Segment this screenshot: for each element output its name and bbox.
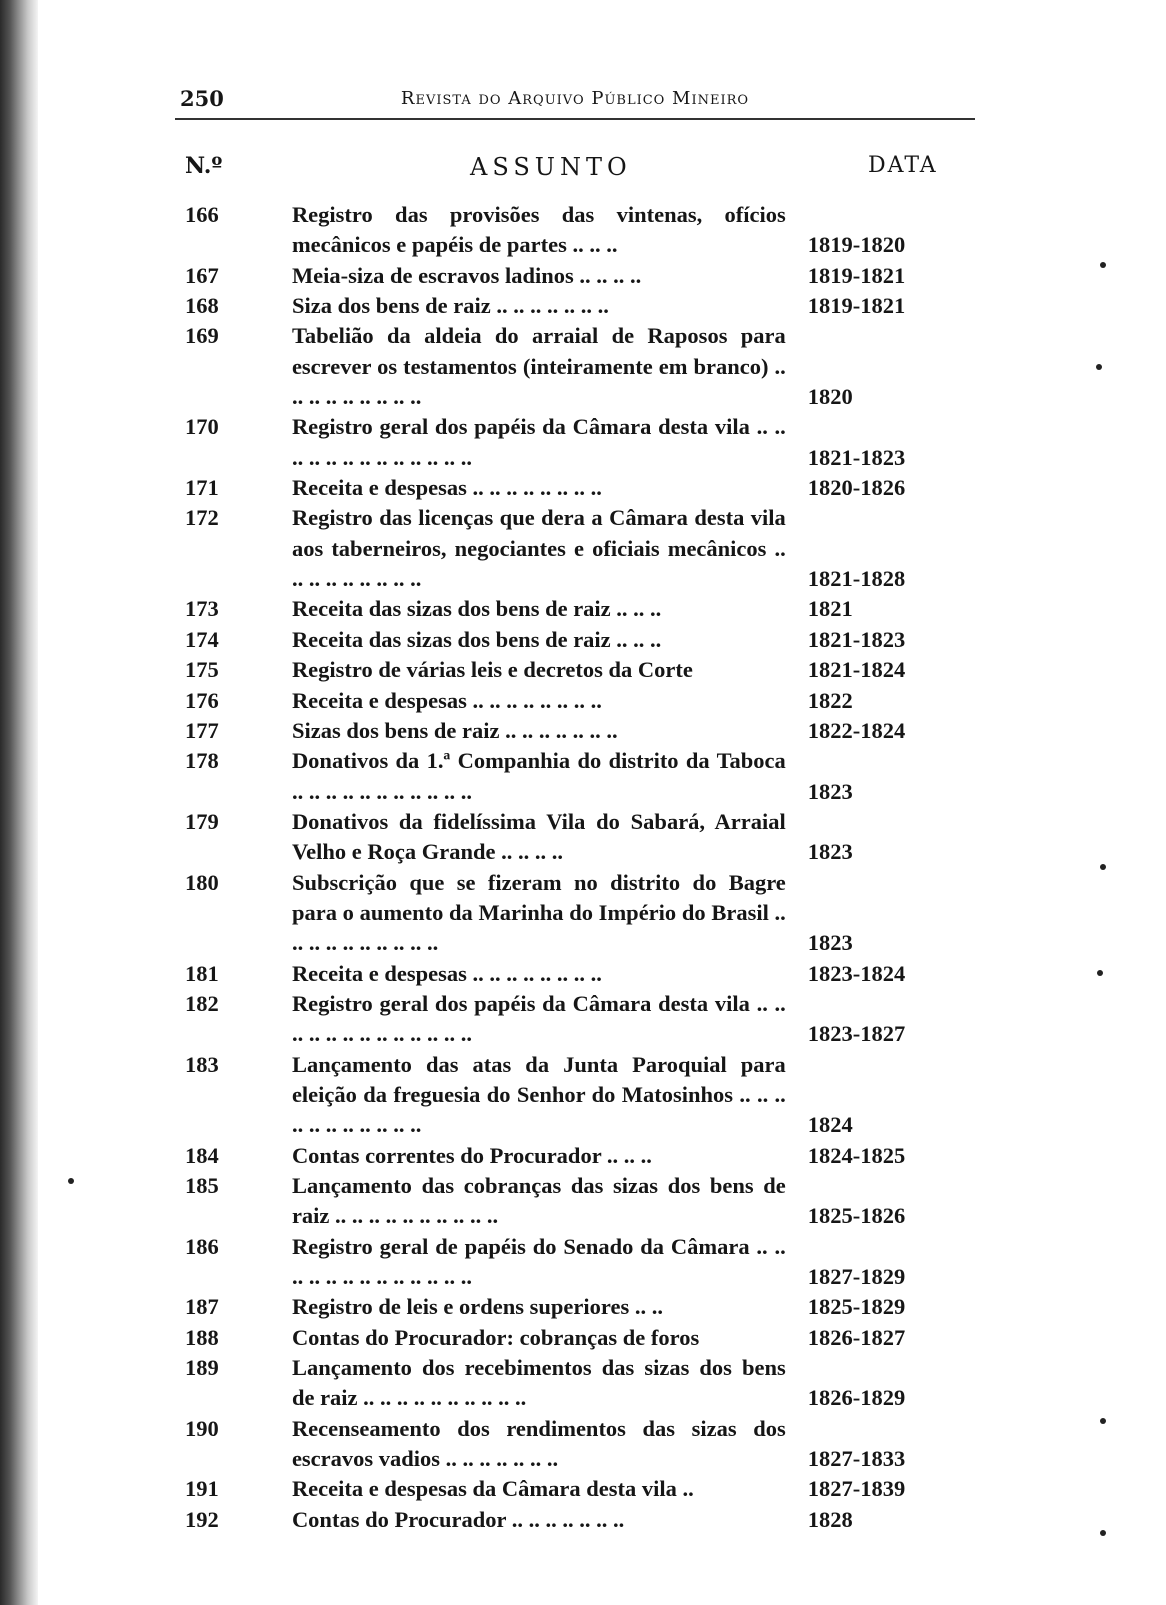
column-header-date: DATA	[868, 153, 938, 178]
entry-date: 1822	[807, 687, 853, 713]
entry-date: 1821	[807, 596, 853, 622]
entry-date: 1823	[807, 778, 853, 804]
entry-number: 191	[185, 1476, 219, 1502]
column-header-number: N.º	[185, 153, 223, 179]
entry-number: 168	[185, 293, 219, 319]
entry-date: 1821-1824	[807, 657, 906, 683]
table-row	[185, 1323, 975, 1353]
entry-number: 170	[185, 414, 219, 440]
entry-date: 1819-1820	[807, 232, 906, 258]
entry-subject: Donativos da 1.ª Companhia do distrito da Taboca .. .. .. .. .. .. .. .. .. .. ..	[291, 748, 786, 804]
journal-title: Revista do Arquivo Público Mineiro	[400, 88, 750, 109]
entry-number: 192	[185, 1506, 219, 1532]
page-speck	[1100, 262, 1106, 268]
entry-subject: Receita e despesas .. .. .. .. .. .. .. ..	[291, 960, 602, 986]
entry-number: 177	[185, 717, 219, 743]
entry-subject: Lançamento das atas da Junta Paroquial para eleição da freguesia do Senhor do Matosinhos .. .. .. .. .. .. .. .. .. .. ..	[291, 1051, 786, 1138]
entry-subject: Receita e despesas da Câmara desta vila ..	[291, 1476, 694, 1502]
entry-date: 1821-1828	[807, 566, 906, 592]
entry-subject: Meia-siza de escravos ladinos .. .. .. ..	[291, 262, 642, 288]
table-row	[185, 807, 975, 868]
entry-date: 1827-1829	[807, 1264, 906, 1290]
entry-date: 1819-1821	[807, 293, 906, 319]
table-row	[185, 1353, 975, 1414]
entry-number: 182	[185, 990, 219, 1016]
entry-subject: Sizas dos bens de raiz .. .. .. .. .. .. ..	[291, 717, 618, 743]
entry-number: 190	[185, 1415, 219, 1441]
table-row	[185, 1050, 975, 1141]
table-row	[185, 200, 975, 261]
table-row	[185, 1232, 975, 1293]
entry-number: 181	[185, 960, 219, 986]
page-number: 250	[180, 86, 224, 111]
entry-number: 188	[185, 1324, 219, 1350]
entry-number: 169	[185, 323, 219, 349]
entry-date: 1821-1823	[807, 626, 906, 652]
entry-date: 1820	[807, 384, 853, 410]
entry-number: 176	[185, 687, 219, 713]
table-row	[185, 959, 975, 989]
entry-subject: Receita das sizas dos bens de raiz .. .. ..	[291, 596, 662, 622]
entry-subject: Lançamento das cobranças das sizas dos bens de raiz .. .. .. .. .. .. .. .. .. ..	[291, 1173, 786, 1229]
entry-date: 1826-1827	[807, 1324, 906, 1350]
table-row	[185, 1414, 975, 1475]
table-row	[185, 1141, 975, 1171]
entry-number: 173	[185, 596, 219, 622]
entry-subject: Contas correntes do Procurador .. .. ..	[291, 1142, 652, 1168]
entry-subject: Contas do Procurador .. .. .. .. .. .. ..	[291, 1506, 625, 1532]
entry-subject: Donativos da fidelíssima Vila do Sabará, Arraial Velho e Roça Grande .. .. .. ..	[291, 808, 786, 865]
entry-subject: Subscrição que se fizeram no distrito do Bagre para o aumento da Marinha do Império do Brasil .. .. .. .. .. .. .. .. .. ..	[291, 869, 786, 956]
header-rule	[175, 118, 975, 120]
entry-number: 175	[185, 657, 219, 683]
entry-number: 167	[185, 262, 219, 288]
entry-subject: Registro geral dos papéis da Câmara desta vila .. .. .. .. .. .. .. .. .. .. .. .. ..	[291, 414, 786, 470]
entry-date: 1828	[807, 1506, 853, 1532]
entry-number: 180	[185, 869, 219, 895]
entry-subject: Recenseamento dos rendimentos das sizas dos escravos vadios .. .. .. .. .. .. ..	[291, 1415, 786, 1472]
page-speck	[68, 1178, 74, 1184]
entry-date: 1823-1824	[807, 960, 906, 986]
entry-date: 1822-1824	[807, 717, 906, 743]
entry-subject: Registro de leis e ordens superiores .. ..	[291, 1294, 663, 1320]
entry-subject: Registro geral de papéis do Senado da Câmara .. .. .. .. .. .. .. .. .. .. .. .. ..	[291, 1233, 786, 1290]
entry-subject: Registro das provisões das vintenas, ofícios mecânicos e papéis de partes .. .. ..	[291, 202, 786, 258]
entry-date: 1826-1829	[807, 1385, 906, 1411]
table-row	[185, 1505, 975, 1535]
entry-subject: Contas do Procurador: cobranças de foros	[291, 1324, 700, 1350]
entry-date: 1823	[807, 930, 853, 956]
entry-date: 1825-1829	[807, 1294, 906, 1320]
table-row	[185, 1474, 975, 1504]
entry-subject: Receita das sizas dos bens de raiz .. .. ..	[291, 626, 662, 652]
table-row	[185, 594, 975, 624]
book-binding-edge	[0, 0, 38, 1605]
table-row	[185, 503, 975, 594]
page-speck	[1100, 1418, 1106, 1424]
table-row	[185, 321, 975, 412]
page-speck	[1100, 1530, 1106, 1536]
entry-date: 1827-1839	[807, 1476, 906, 1502]
entry-number: 172	[185, 505, 219, 531]
entry-date: 1819-1821	[807, 262, 906, 288]
table-row	[185, 473, 975, 503]
column-header-subject: ASSUNTO	[470, 153, 632, 181]
running-head	[180, 86, 970, 116]
entry-date: 1823-1827	[807, 1021, 906, 1047]
entry-subject: Receita e despesas .. .. .. .. .. .. .. ..	[291, 475, 602, 501]
entry-number: 187	[185, 1294, 219, 1320]
entry-subject: Tabelião da aldeia do arraial de Raposos para escrever os testamentos (inteiramente em branco) .. .. .. .. .. .. .. .. ..	[291, 323, 786, 410]
entry-date: 1823	[807, 839, 853, 865]
table-row	[185, 261, 975, 291]
entry-subject: Registro de várias leis e decretos da Corte	[291, 657, 693, 683]
entry-number: 186	[185, 1233, 219, 1259]
entry-subject: Receita e despesas .. .. .. .. .. .. .. ..	[291, 687, 602, 713]
page-speck	[1097, 970, 1103, 976]
table-row	[185, 1171, 975, 1232]
entry-number: 171	[185, 475, 219, 501]
entry-date: 1827-1833	[807, 1446, 906, 1472]
page-speck	[1100, 864, 1106, 870]
entry-subject: Siza dos bens de raiz .. .. .. .. .. .. ..	[291, 293, 609, 319]
page-speck	[1096, 364, 1102, 370]
table-row	[185, 412, 975, 473]
table-row	[185, 655, 975, 685]
entry-number: 166	[185, 202, 219, 227]
entry-number: 179	[185, 808, 219, 834]
entry-number: 178	[185, 748, 219, 774]
entry-number: 185	[185, 1173, 219, 1198]
table-row	[185, 868, 975, 959]
table-row	[185, 1292, 975, 1322]
table-row	[185, 989, 975, 1050]
entry-subject: Lançamento dos recebimentos das sizas dos bens de raiz .. .. .. .. .. .. .. .. .. ..	[291, 1355, 786, 1411]
entry-number: 189	[185, 1355, 219, 1381]
table-row	[185, 716, 975, 746]
entry-number: 174	[185, 626, 219, 652]
entry-date: 1820-1826	[807, 475, 906, 501]
entry-date: 1824	[807, 1112, 853, 1138]
table-row	[185, 291, 975, 321]
table-row	[185, 625, 975, 655]
entry-date: 1824-1825	[807, 1142, 906, 1168]
table-row	[185, 686, 975, 716]
entry-date: 1821-1823	[807, 444, 906, 470]
entry-subject: Registro das licenças que dera a Câmara desta vila aos taberneiros, negociantes e oficiais mecânicos .. .. .. .. .. .. .. .. ..	[291, 505, 786, 592]
entry-subject: Registro geral dos papéis da Câmara desta vila .. .. .. .. .. .. .. .. .. .. .. .. ..	[291, 990, 786, 1047]
table-row	[185, 746, 975, 807]
entry-date: 1825-1826	[807, 1203, 906, 1229]
entry-number: 183	[185, 1051, 219, 1077]
entry-number: 184	[185, 1142, 219, 1168]
archive-entries-table	[185, 200, 975, 1535]
